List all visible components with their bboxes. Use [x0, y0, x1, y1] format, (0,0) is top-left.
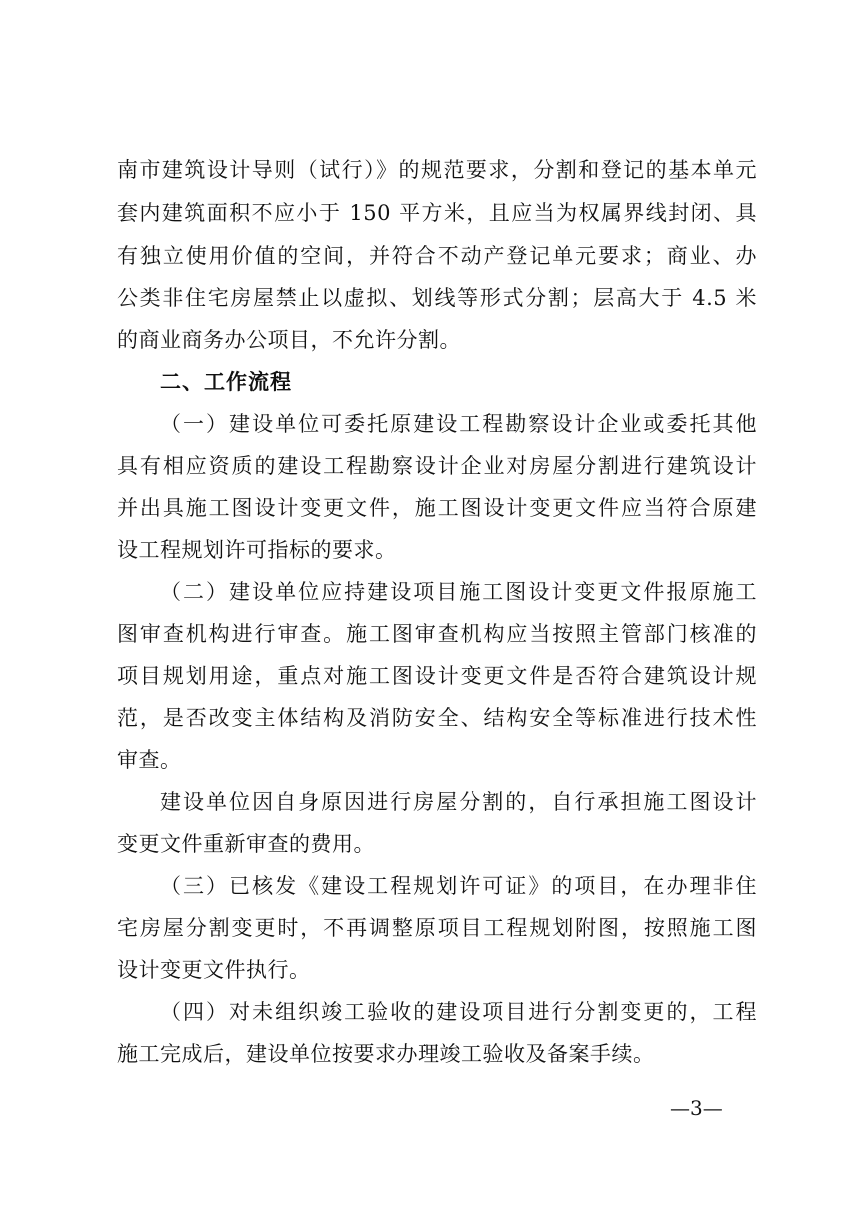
paragraph-first-line: （三）已核发《建设工程规划许可证》的项目，在办理非住: [160, 874, 757, 898]
section-heading: 二、工作流程: [160, 370, 292, 394]
paragraph-first-line: （四）对未组织竣工验收的建设项目进行分割变更的，工程: [160, 1000, 757, 1024]
text-line: 范，是否改变主体结构及消防安全、结构安全等标准进行技术性: [117, 706, 757, 730]
text-line: 公类非住宅房屋禁止以虚拟、划线等形式分割；层高大于 4.5 米: [117, 286, 757, 310]
text-line: 项目规划用途，重点对施工图设计变更文件是否符合建筑设计规: [117, 664, 757, 688]
text-line: 设工程规划许可指标的要求。: [117, 538, 397, 562]
text-line: 宅房屋分割变更时，不再调整原项目工程规划附图，按照施工图: [117, 916, 757, 940]
paragraph-first-line: （一）建设单位可委托原建设工程勘察设计企业或委托其他: [160, 412, 757, 436]
paragraph-first-line: （二）建设单位应持建设项目施工图设计变更文件报原施工: [160, 580, 757, 604]
text-line: 设计变更文件执行。: [117, 958, 311, 982]
text-line: 施工完成后，建设单位按要求办理竣工验收及备案手续。: [117, 1042, 655, 1066]
page-number: —3—: [670, 1096, 723, 1120]
text-line: 图审查机构进行审查。施工图审查机构应当按照主管部门核准的: [117, 622, 757, 646]
paragraph-first-line: 建设单位因自身原因进行房屋分割的，自行承担施工图设计: [160, 790, 757, 814]
text-line: 并出具施工图设计变更文件，施工图设计变更文件应当符合原建: [117, 496, 757, 520]
text-line: 具有相应资质的建设工程勘察设计企业对房屋分割进行建筑设计: [117, 454, 757, 478]
text-line: 套内建筑面积不应小于 150 平方米，且应当为权属界线封闭、具: [117, 201, 757, 225]
text-line: 南市建筑设计导则（试行）》的规范要求，分割和登记的基本单元: [117, 158, 757, 182]
text-line: 有独立使用价值的空间，并符合不动产登记单元要求；商业、办: [117, 244, 757, 268]
text-line: 的商业商务办公项目，不允许分割。: [117, 328, 461, 352]
text-line: 审查。: [117, 748, 182, 772]
text-line: 变更文件重新审查的费用。: [117, 832, 375, 856]
